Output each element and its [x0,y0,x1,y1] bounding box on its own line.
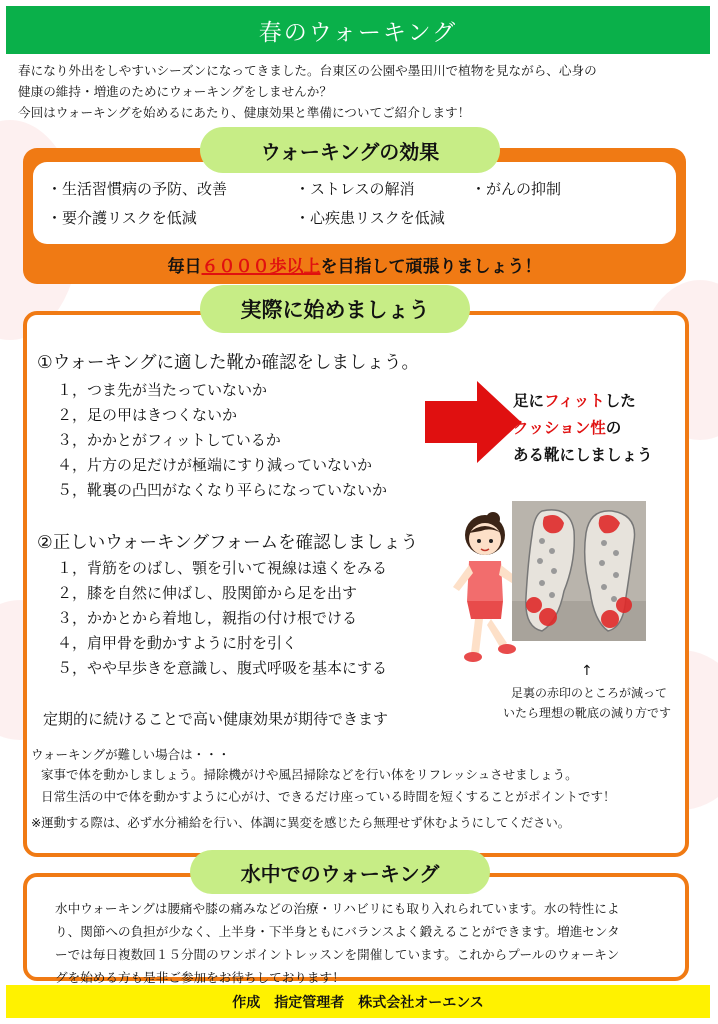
callout-highlight: クッション性 [513,419,606,437]
hard-title: ウォーキングが難しい場合は・・・ [31,747,231,762]
goal-prefix: 毎日 [167,257,202,277]
intro-line: 春になり外出をしやすいシーズンになってきました。台東区の公園や墨田川で植物を見ながら、心身の [18,63,597,78]
regular-text: 定期的に続けることで高い健康効果が期待できます [43,710,389,728]
callout-text: の [605,419,622,437]
sole-caption: いたら理想の靴底の減り方です [503,706,672,720]
callout-text: した [604,392,636,410]
start-heading-text: 実際に始めましょう [240,298,430,322]
footer-bar [6,985,710,1018]
footer-text: 作成 指定管理者 株式会社オーエンス [232,994,484,1011]
benefit-item: ・がんの抑制 [471,180,562,198]
shoes-checklist [57,378,387,503]
start-heading [200,285,470,333]
water-text [55,897,675,989]
shoe-sole-photo [512,501,646,641]
list-item: ４，片方の足だけが極端にすり減っていないか [57,456,373,474]
caution-note: ※運動する際は、必ず水分補給を行い、体調に異変を感じたら無理せず休むようにしてください。 [31,816,571,830]
list-item: ３，かかとから着地し，親指の付け根でける [57,609,358,627]
benefit-item: ・要介護リスクを低減 [47,209,197,227]
list-item: ２，足の甲はきつくないか [57,406,238,424]
water-line: り、関節への負担が少なく、上半身・下半身ともにバランスよく鍛えることができます。増進センタ [55,924,620,939]
form-title: ②正しいウォーキングフォームを確認しましょう [37,533,419,553]
hard-line: 家事で体を動かしましょう。掃除機がけや風呂掃除などを行い体をリフレッシュさせましょう。 [41,767,578,782]
benefit-item: ・ストレスの解消 [295,180,415,198]
effects-heading-text: ウォーキングの効果 [260,139,440,164]
water-heading-text: 水中でのウォーキング [240,861,440,886]
goal-highlight: ６０００歩以上 [201,257,321,277]
benefit-item: ・生活習慣病の予防、改善 [47,180,228,198]
list-item: ３，かかとがフィットしているか [57,431,281,449]
list-item: １，背筋をのばし、顎を引いて視線は遠くをみる [57,559,388,577]
red-arrow-icon [425,381,521,463]
effects-list-box [33,162,676,244]
callout-text: ある靴にしましょう [513,446,653,464]
list-item: ２，膝を自然に伸ばし、股関節から足を出す [57,584,358,602]
water-line: 水中ウォーキングは腰痛や膝の痛みなどの治療・リハビリにも取り入れられています。水の特性によ [55,901,620,916]
benefit-item: ・心疾患リスクを低減 [295,209,445,227]
intro-line: 今回はウォーキングを始めるにあたり、健康効果と準備についてご紹介します！ [18,105,471,120]
shoes-title: ①ウォーキングに適した靴か確認をしましょう。 [37,353,419,373]
callout-text: 足に [513,392,545,410]
page-title-bar [6,6,710,54]
hard-line: 日常生活の中で体を動かすように心がけ、できるだけ座っている時間を短くすることがポイントです！ [41,789,616,804]
step-goal [23,252,686,277]
list-item: ４，肩甲骨を動かすように肘を引く [57,634,298,652]
effects-heading [200,127,500,173]
water-line: ーでは毎日複数回１５分間のワンポイントレッスンを開催しています。これからプールのウォーキン [55,947,620,962]
callout-highlight: フィット [544,392,605,410]
page-title: 春のウォーキング [258,19,458,46]
up-arrow-icon: ↑ [581,663,593,679]
shoe-callout [513,388,653,469]
list-item: １，つま先が当たっていないか [57,381,268,399]
start-card [23,311,689,857]
list-item: ５，やや早歩きを意識し、腹式呼吸を基本にする [57,659,388,677]
sole-caption: 足裏の赤印のところが減って [511,686,668,700]
goal-suffix: を目指して頑張りましょう！ [320,257,542,277]
list-item: ５，靴裏の凸凹がなくなり平らになっていないか [57,481,388,499]
intro-line: 健康の維持・増進のためにウォーキングをしませんか？ [18,84,332,99]
water-line: グを始める方も是非ご参加をお待ちしております！ [55,970,345,985]
intro-text [18,60,708,123]
water-heading [190,850,490,894]
form-checklist [57,556,387,681]
